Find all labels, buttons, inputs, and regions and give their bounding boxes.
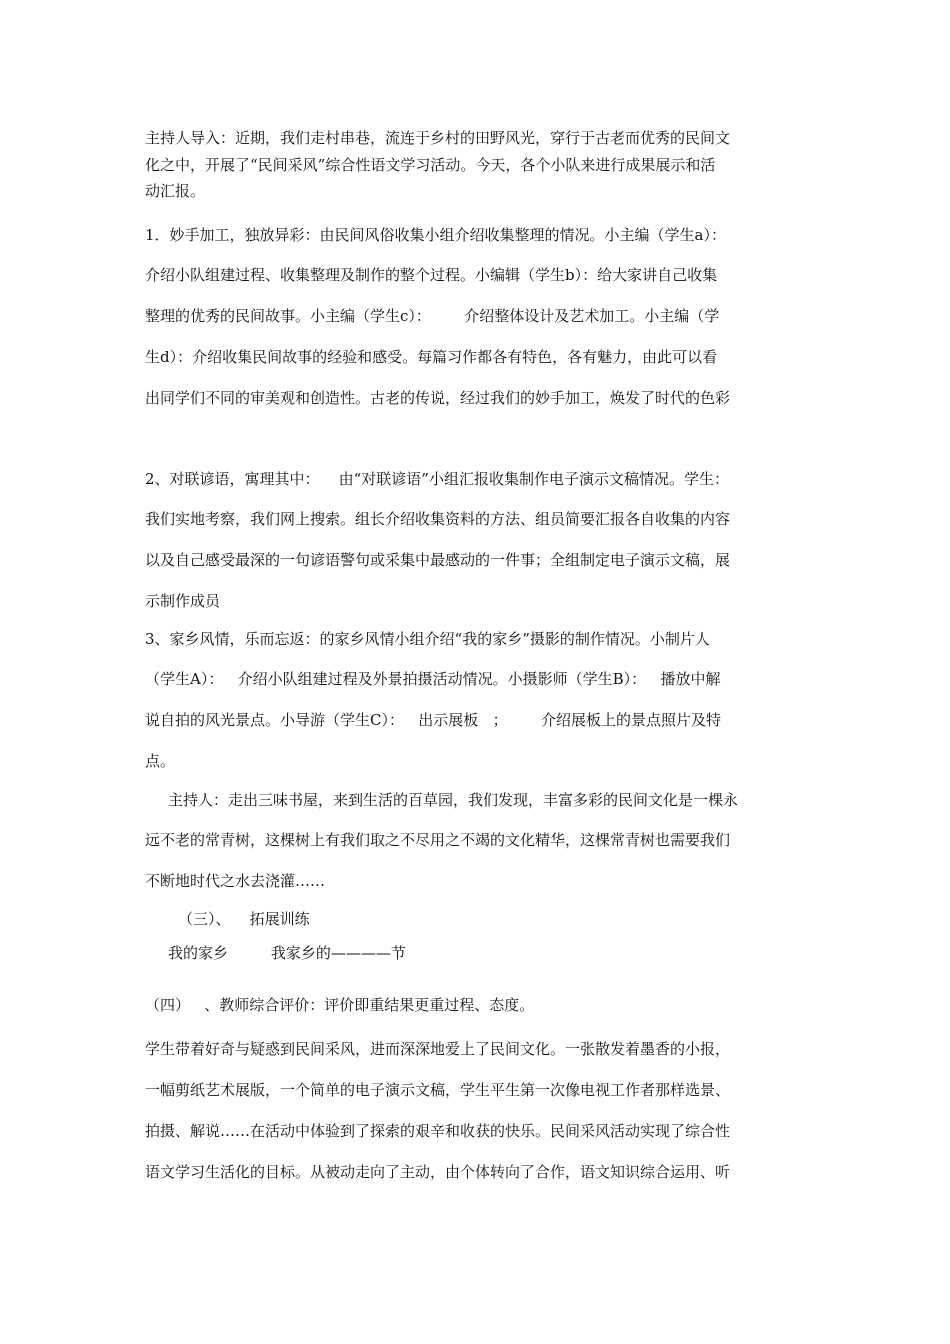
section3-line-4: 点。 [145,752,176,770]
section2-line-4: 示制作成员 [145,592,221,610]
section1-line-1: 1．妙手加工，独放异彩：由民间风俗收集小组介绍收集整理的情况。小主编（学生a）： [145,226,726,244]
section1-line-3: 整理的优秀的民间故事。小主编（学生c）： 介绍整体设计及艺术加工。小主编（学 [145,307,720,325]
summary-line-3: 拍摄、解说……在活动中体验到了探索的艰辛和收获的快乐。民间采风活动实现了综合性 [145,1122,731,1140]
host-line-1: 主持人：走出三味书屋，来到生活的百草园，我们发现，丰富多彩的民间文化是一棵永 [168,791,739,809]
summary-line-4: 语文学习生活化的目标。从被动走向了主动，由个体转向了合作，语文知识综合运用、听 [145,1163,731,1181]
section2-line-1: 2、对联谚语，寓理其中： 由“对联谚语”小组汇报收集制作电子演示文稿情况。学生： [145,470,729,488]
section1-line-5: 出同学们不同的审美观和创造性。古老的传说，经过我们的妙手加工，焕发了时代的色彩 [145,389,731,407]
part3-items: 我的家乡 我家乡的————节 [168,944,406,962]
section3-line-1: 3、家乡风情，乐而忘返：的家乡风情小组介绍“我的家乡”摄影的制作情况。小制片人 [145,630,710,648]
section3-line-3: 说自拍的风光景点。小导游（学生C）： 出示展板 ； 介绍展板上的景点照片及特 [145,711,721,729]
intro-line-3: 动汇报。 [145,182,206,200]
section1-line-4: 生d）：介绍收集民间故事的经验和感受。每篇习作都各有特色，各有魅力，由此可以看 [145,348,718,366]
host-line-3: 不断地时代之水去浇灌…… [145,872,326,890]
summary-line-2: 一幅剪纸艺术展版，一个简单的电子演示文稿，学生平生第一次像电视工作者那样选景、 [145,1081,731,1099]
part4-title: （四） 、教师综合评价：评价即重结果更重过程、态度。 [145,996,535,1014]
intro-line-1: 主持人导入：近期，我们走村串巷，流连于乡村的田野风光，穿行于古老而优秀的民间文 [145,129,731,147]
section2-line-3: 以及自己感受最深的一句谚语警句或采集中最感动的一件事；全组制定电子演示文稿，展 [145,551,731,569]
host-line-2: 远不老的常青树，这棵树上有我们取之不尽用之不竭的文化精华，这棵常青树也需要我们 [145,831,731,849]
intro-line-2: 化之中，开展了“民间采风”综合性语文学习活动。今天，各个小队来进行成果展示和活 [145,156,716,174]
section2-line-2: 我们实地考察，我们网上搜索。组长介绍收集资料的方法、组员简要汇报各自收集的内容 [145,510,731,528]
section1-line-2: 介绍小队组建过程、收集整理及制作的整个过程。小编辑（学生b）：给大家讲自己收集 [145,266,718,284]
summary-line-1: 学生带着好奇与疑惑到民间采风，进而深深地爱上了民间文化。一张散发着墨香的小报， [145,1040,731,1058]
section3-line-2: （学生A）： 介绍小队组建过程及外景拍摄活动情况。小摄影师（学生B）： 播放中解 [145,670,721,688]
part3-title: （三）、 拓展训练 [178,910,310,928]
